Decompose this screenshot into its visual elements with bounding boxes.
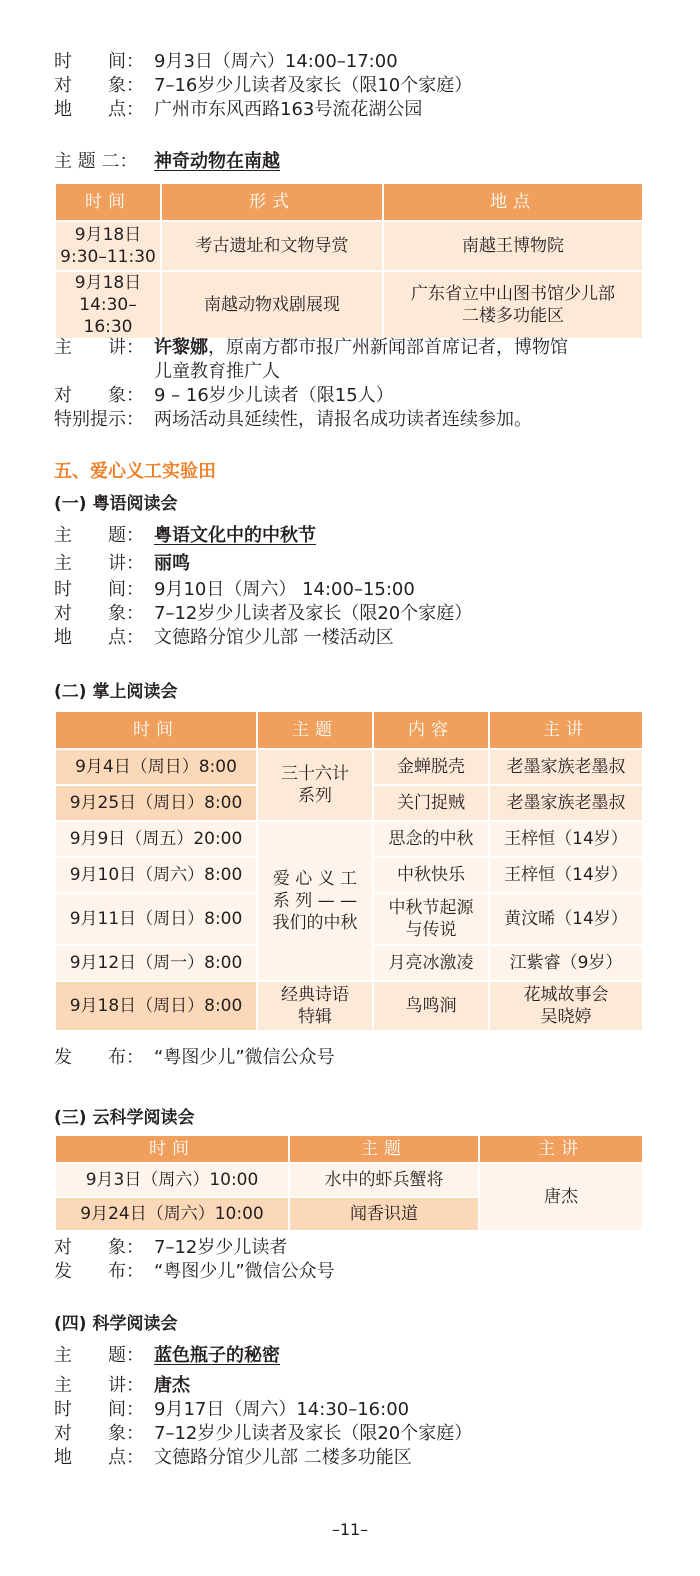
cell-speaker: 王梓恒（14岁） (489, 821, 643, 857)
cell-theme-poetry (257, 981, 373, 1031)
cell-time: 9月12日（周一）8:00 (55, 945, 257, 981)
sub1-audience (54, 602, 472, 626)
theme2-speaker (54, 336, 568, 360)
sub4-place (54, 1446, 412, 1470)
value: 粤语文化中的中秋节 (154, 525, 316, 546)
label: 主 讲： (54, 337, 144, 358)
label: 对 象： (54, 603, 144, 624)
cell-time (55, 271, 161, 339)
cell-form: 南越动物戏剧展现 (161, 271, 383, 339)
cell-time: 9月11日（周日）8:00 (55, 893, 257, 945)
value: 9月17日（周六）14:30–16:00 (154, 1399, 410, 1420)
theme2-title-row (54, 150, 280, 174)
label: 主 题： (54, 525, 144, 546)
value: 9月3日（周六）14:00–17:00 (154, 51, 398, 72)
header-time: 时间 (55, 711, 257, 749)
sub3-audience (54, 1236, 287, 1260)
value: 蓝色瓶子的秘密 (154, 1345, 280, 1366)
cell-time: 9月3日（周六）10:00 (55, 1163, 289, 1197)
value: 广州市东风西路163号流花湖公园 (154, 99, 423, 120)
theme-line3: 我们的中秋 (272, 913, 358, 933)
label: 地 点： (54, 1447, 144, 1468)
header-speaker: 主讲 (479, 1135, 643, 1163)
label: 主 讲： (54, 1375, 144, 1396)
label: 时 间： (54, 579, 144, 600)
label: 主 题： (54, 1345, 144, 1366)
value: 7–12岁少儿读者 (154, 1237, 288, 1258)
label: 时 间： (54, 1399, 144, 1420)
cell-form: 考古遗址和文物导赏 (161, 221, 383, 271)
sub4-theme (54, 1344, 280, 1368)
speaker-line2: 吴晓婷 (540, 1007, 592, 1027)
cell-place (383, 271, 643, 339)
sub3-heading: (三) 云科学阅读会 (54, 1108, 195, 1128)
sub4-heading: (四) 科学阅读会 (54, 1314, 178, 1334)
value: “粤图少儿”微信公众号 (154, 1047, 335, 1068)
page-number: –11– (331, 1520, 369, 1539)
label: 对 象： (54, 1423, 144, 1444)
cell-theme: 闻香识道 (289, 1197, 479, 1231)
place-line1: 广东省立中山图书馆少儿部 (411, 284, 615, 304)
sub1-place (54, 626, 394, 650)
value: 9月10日（周六） 14:00–15:00 (154, 579, 415, 600)
label: 特别提示： (54, 409, 144, 430)
cell-content: 鸟鸣涧 (373, 981, 489, 1031)
cell-time: 9月10日（周六）8:00 (55, 857, 257, 893)
value: 7–12岁少儿读者及家长（限20个家庭） (154, 603, 473, 624)
label: 主 讲： (54, 553, 144, 574)
value: 7–16岁少儿读者及家长（限10个家庭） (154, 75, 473, 96)
date: 9月18日 (74, 225, 142, 245)
header-speaker: 主讲 (489, 711, 643, 749)
header-place: 地点 (383, 183, 643, 221)
cell-content: 金蝉脱壳 (373, 749, 489, 785)
date: 9月18日 (74, 273, 142, 293)
sub1-time (54, 578, 415, 602)
cell-place: 南越王博物院 (383, 221, 643, 271)
sub2-heading: (二) 掌上阅读会 (54, 682, 178, 702)
cell-speaker: 黄汶晞（14岁） (489, 893, 643, 945)
value: 丽鸣 (154, 553, 190, 574)
theme2-note (54, 408, 532, 432)
theme-line1: 经典诗语 (281, 985, 349, 1005)
cell-content: 月亮冰激凌 (373, 945, 489, 981)
value: 两场活动具延续性，请报名成功读者连续参加。 (154, 409, 532, 430)
sub2-table (54, 710, 644, 1032)
theme2-table (54, 182, 644, 340)
cell-speaker: 江紫睿（9岁） (489, 945, 643, 981)
cell-time: 9月24日（周六）10:00 (55, 1197, 289, 1231)
sub4-audience (54, 1422, 472, 1446)
info-time (54, 50, 398, 74)
sub1-speaker (54, 552, 190, 576)
content-line1: 中秋节起源 (388, 898, 474, 918)
label: 对 象： (54, 75, 144, 96)
cell-content: 中秋快乐 (373, 857, 489, 893)
time: 14:30–16:30 (79, 295, 137, 337)
label: 时 间： (54, 51, 144, 72)
header-form: 形式 (161, 183, 383, 221)
header-time: 时间 (55, 183, 161, 221)
cell-speaker: 老墨家族老墨叔 (489, 749, 643, 785)
sub3-table (54, 1134, 644, 1232)
cell-time: 9月25日（周日）8:00 (55, 785, 257, 821)
cell-time (55, 221, 161, 271)
value: 文德路分馆少儿部 一楼活动区 (154, 627, 394, 648)
theme2-label: 主 题 二： (54, 151, 138, 172)
theme-text: 三十六计 系列 (281, 764, 349, 806)
cell-speaker: 唐杰 (479, 1163, 643, 1231)
cell-speaker (489, 981, 643, 1031)
cell-theme: 水中的虾兵蟹将 (289, 1163, 479, 1197)
sub4-speaker (54, 1374, 190, 1398)
value: 文德路分馆少儿部 二楼多功能区 (154, 1447, 412, 1468)
header-theme: 主题 (289, 1135, 479, 1163)
theme2-title: 神奇动物在南越 (154, 151, 280, 172)
cell-theme-36 (257, 749, 373, 821)
label: 发 布： (54, 1047, 144, 1068)
cell-content (373, 893, 489, 945)
section5-heading: 五、爱心义工实验田 (54, 461, 216, 482)
cell-speaker: 老墨家族老墨叔 (489, 785, 643, 821)
label: 对 象： (54, 1237, 144, 1258)
theme-line1: 爱 心 义 工 (272, 869, 358, 889)
cell-time: 9月9日（周五）20:00 (55, 821, 257, 857)
value: 9 – 16岁少儿读者（限15人） (154, 385, 394, 406)
place-line2: 二楼多功能区 (462, 306, 564, 326)
speaker-name: 许黎娜 (154, 337, 208, 358)
cell-content: 关门捉贼 (373, 785, 489, 821)
theme2-speaker-desc2: 儿童教育推广人 (154, 361, 280, 382)
theme-line2: 系 列 — — (272, 891, 358, 911)
sub4-time (54, 1398, 409, 1422)
theme-line2: 特辑 (298, 1007, 332, 1027)
sub1-theme (54, 524, 316, 548)
cell-time: 9月18日（周日）8:00 (55, 981, 257, 1031)
speaker-line1: 花城故事会 (523, 985, 609, 1005)
sub3-publish (54, 1260, 335, 1284)
content-line2: 与传说 (405, 920, 457, 940)
cell-speaker: 王梓恒（14岁） (489, 857, 643, 893)
info-audience (54, 74, 472, 98)
header-time: 时间 (55, 1135, 289, 1163)
sub2-publish (54, 1046, 335, 1070)
label: 地 点： (54, 99, 144, 120)
label: 地 点： (54, 627, 144, 648)
value: 7–12岁少儿读者及家长（限20个家庭） (154, 1423, 473, 1444)
value: “粤图少儿”微信公众号 (154, 1261, 335, 1282)
info-place (54, 98, 422, 122)
header-content: 内容 (373, 711, 489, 749)
value: 唐杰 (154, 1375, 190, 1396)
sub1-heading: (一) 粤语阅读会 (54, 494, 178, 514)
speaker-desc: ，原南方都市报广州新闻部首席记者，博物馆 (208, 337, 568, 358)
cell-theme-volunteer (257, 821, 373, 981)
theme2-audience (54, 384, 394, 408)
cell-content: 思念的中秋 (373, 821, 489, 857)
label: 发 布： (54, 1261, 144, 1282)
time: 9:30–11:30 (60, 247, 156, 267)
header-theme: 主题 (257, 711, 373, 749)
label: 对 象： (54, 385, 144, 406)
cell-time: 9月4日（周日）8:00 (55, 749, 257, 785)
